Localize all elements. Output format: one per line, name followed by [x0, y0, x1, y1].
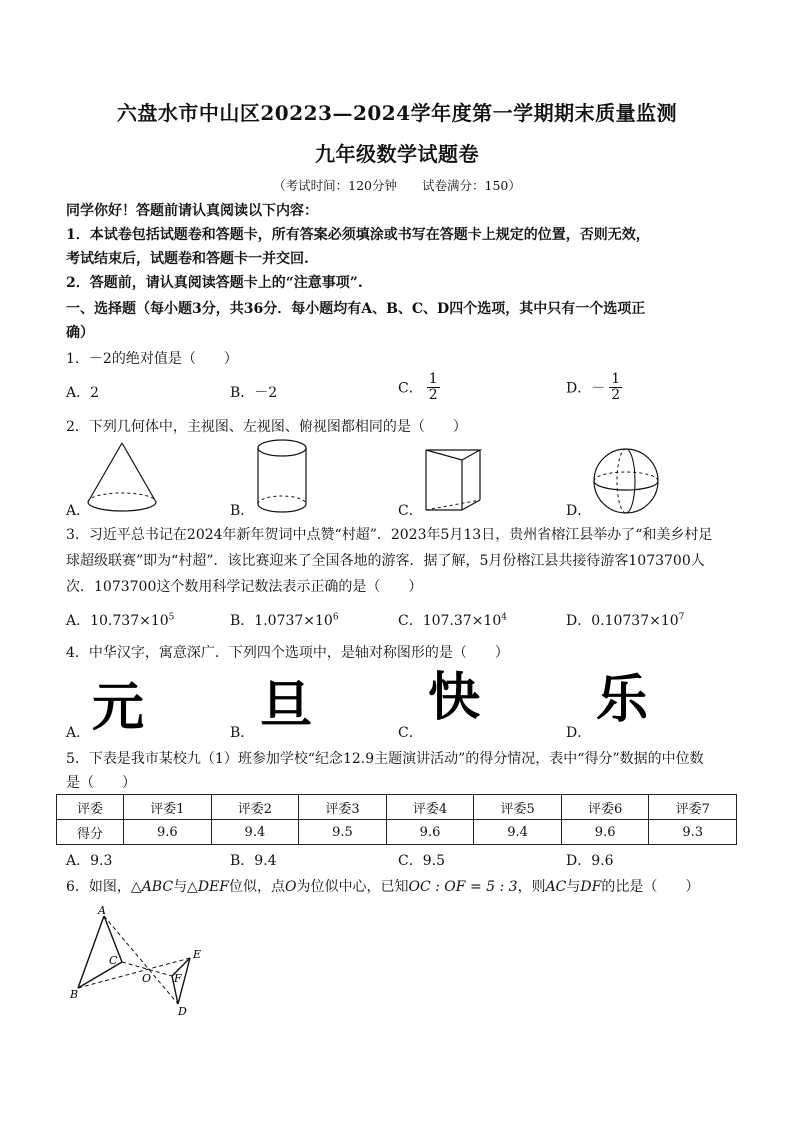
q1-option-c-label: C．	[398, 380, 423, 397]
q6-point-o: O	[285, 879, 297, 895]
table-header-row	[57, 795, 737, 820]
table-cell: 评委6	[561, 795, 649, 820]
frac-num: 1	[428, 371, 438, 387]
q4-option-b: B．	[230, 725, 255, 741]
q3-c-base: C．107.37×10	[398, 613, 502, 629]
exam-title: 六盘水市中山区20223—2024学年度第一学期期末质量监测	[116, 101, 678, 125]
q1-option-d	[566, 372, 622, 403]
q6-triangle-abc: ABC	[141, 879, 174, 895]
q6-segment-df: DF	[580, 879, 602, 895]
q3-b-exp: 6	[332, 612, 339, 623]
table-cell: 得分	[57, 820, 124, 845]
q1-option-c	[398, 372, 440, 403]
q4-option-d: D．	[566, 725, 592, 741]
score-table	[56, 794, 737, 845]
table-cell: 评委4	[386, 795, 474, 820]
table-cell: 评委	[57, 795, 124, 820]
q3-a-exp: 5	[168, 612, 175, 623]
q6-stem	[66, 876, 699, 896]
q3-option-c	[398, 610, 507, 630]
table-cell: 评委7	[649, 795, 737, 820]
q6-segment-ac: AC	[545, 879, 567, 895]
q5-line2: 是（ ）	[66, 775, 136, 791]
q6-text: 位似，点	[229, 879, 286, 895]
table-cell: 评委1	[124, 795, 212, 820]
q4-option-c: C．	[398, 725, 423, 741]
q3-line1: 3．习近平总书记在2024年新年贺词中点赞“村超”．2023年5月13日，贵州省榕江县举办了“和美乡村足	[66, 527, 713, 543]
label-f: F	[174, 972, 182, 985]
q1-c-fraction	[427, 372, 440, 403]
q6-ratio: OC : OF = 5 : 3	[408, 879, 518, 895]
q2-option-a: A．	[66, 503, 91, 519]
q6-text: 与	[566, 879, 581, 895]
instruction-1-line2: 考试结束后，试题卷和答题卡一并交回.	[66, 251, 309, 267]
exam-subtitle: 九年级数学试题卷	[315, 142, 479, 166]
sphere-figure	[590, 446, 662, 516]
q1-d-fraction	[609, 372, 622, 403]
similar-triangles-figure	[66, 902, 216, 1018]
q3-option-b	[230, 610, 339, 630]
q4-option-a: A．	[66, 725, 91, 741]
table-cell: 9.6	[124, 820, 212, 845]
q1-option-b: B．－2	[230, 385, 278, 401]
char-dan: 旦	[260, 676, 313, 736]
cone-figure	[84, 440, 160, 516]
q1-option-d-label: D．－	[566, 380, 606, 397]
q5-option-c: C．9.5	[398, 853, 445, 869]
label-o: O	[142, 972, 152, 985]
q3-option-a	[66, 610, 174, 630]
q5-line1: 5．下表是我市某校九（1）班参加学校“纪念12.9主题演讲活动”的得分情况，表中“得分”数据的中位数	[66, 751, 704, 767]
q6-text: 为位似中心，已知	[296, 879, 409, 895]
section1-heading: 一、选择题（每小题3分，共36分．每小题均有A、B、C、D四个选项，其中只有一个选项正	[66, 301, 646, 317]
table-cell: 9.4	[211, 820, 299, 845]
q3-d-base: D．0.10737×10	[566, 613, 679, 629]
greeting: 同学你好！答题前请认真阅读以下内容：	[66, 203, 318, 219]
table-cell: 评委2	[211, 795, 299, 820]
q6-text: ，则	[517, 879, 546, 895]
label-a: A	[98, 904, 106, 917]
q5-option-b: B．9.4	[230, 853, 277, 869]
q2-option-d: D．	[566, 503, 592, 519]
q3-b-base: B．1.0737×10	[230, 613, 333, 629]
q5-option-a: A．9.3	[66, 853, 113, 869]
frac-den: 2	[611, 387, 621, 403]
label-e: E	[193, 948, 202, 961]
q6-text: 与△	[173, 879, 198, 895]
q1-stem: 1．－2的绝对值是（ ）	[66, 351, 238, 367]
exam-info: （考试时间：120分钟 试卷满分：150）	[273, 178, 521, 193]
q6-triangle-def: DEF	[197, 879, 230, 895]
instruction-2: 2．答题前，请认真阅读答题卡上的“注意事项”.	[66, 275, 363, 291]
table-row	[57, 820, 737, 845]
instruction-1-line1: 1．本试卷包括试题卷和答题卡，所有答案必须填涂或书写在答题卡上规定的位置，否则无效，	[66, 227, 650, 243]
label-b: B	[70, 988, 79, 1001]
q3-option-d	[566, 610, 684, 630]
char-yuan: 元	[92, 678, 145, 738]
char-kuai: 快	[428, 668, 481, 728]
label-d: D	[178, 1005, 187, 1018]
q6-text: 的比是（ ）	[601, 879, 700, 895]
q3-d-exp: 7	[678, 612, 685, 623]
q2-stem: 2．下列几何体中，主视图、左视图、俯视图都相同的是（ ）	[66, 419, 467, 435]
label-c: C	[109, 954, 118, 967]
q3-a-base: A．10.737×10	[66, 613, 169, 629]
q6-text: 6．如图，△	[66, 879, 142, 895]
table-cell: 评委3	[299, 795, 387, 820]
q3-line2: 球超级联赛”即为“村超”．该比赛迎来了全国各地的游客．据了解，5月份榕江县共接待游客1073700人	[66, 553, 705, 569]
q2-option-c: C．	[398, 503, 423, 519]
frac-den: 2	[428, 387, 438, 403]
q1-option-a: A．2	[66, 385, 100, 401]
q2-option-b: B．	[230, 503, 255, 519]
table-cell: 9.4	[474, 820, 562, 845]
q3-line3: 次．1073700这个数用科学记数法表示正确的是（ ）	[66, 579, 423, 595]
q5-option-d: D．9.6	[566, 853, 614, 869]
table-cell: 9.6	[386, 820, 474, 845]
triangular-prism-figure	[422, 440, 488, 516]
cylinder-figure	[254, 438, 310, 516]
frac-num: 1	[611, 371, 621, 387]
section1-heading-cont: 确）	[66, 325, 94, 341]
table-cell: 9.5	[299, 820, 387, 845]
table-cell: 9.6	[561, 820, 649, 845]
char-le: 乐	[596, 670, 649, 730]
table-cell: 9.3	[649, 820, 737, 845]
q3-c-exp: 4	[501, 612, 507, 623]
q4-stem: 4．中华汉字，寓意深广．下列四个选项中，是轴对称图形的是（ ）	[66, 645, 509, 661]
table-cell: 评委5	[474, 795, 562, 820]
